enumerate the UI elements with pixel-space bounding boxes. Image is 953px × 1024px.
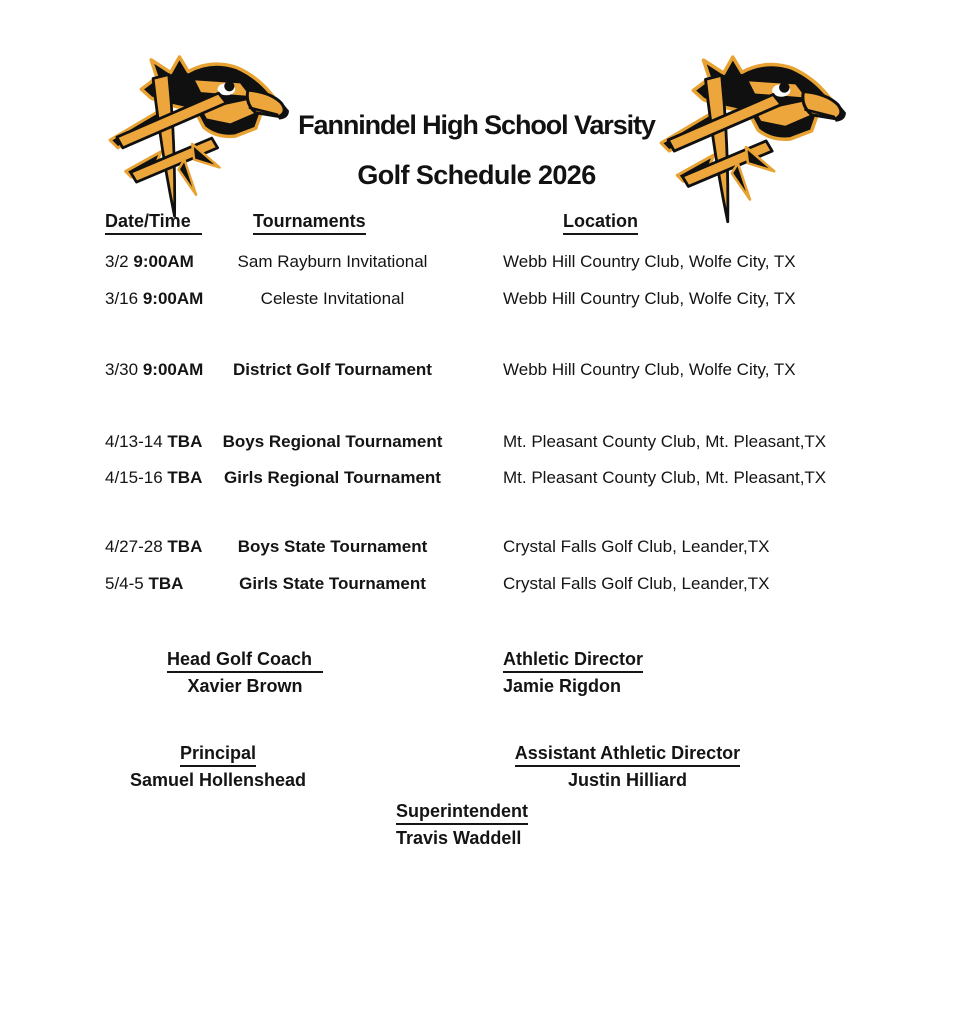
staff-name: Justin Hilliard xyxy=(567,770,688,790)
location-cell: Mt. Pleasant County Club, Mt. Pleasant,TX xyxy=(503,468,827,487)
tournament-cell: Boys Regional Tournament xyxy=(222,432,443,451)
tournament-cell: Sam Rayburn Invitational xyxy=(237,252,428,271)
column-header-location: Location xyxy=(563,211,638,235)
staff-role: Head Golf Coach xyxy=(150,648,340,673)
page-title-line1: Fannindel High School Varsity xyxy=(298,110,655,140)
location-cell: Webb Hill Country Club, Wolfe City, TX xyxy=(503,252,796,271)
staff-role: Athletic Director xyxy=(503,648,643,673)
date-time-cell: 3/16 9:00AM xyxy=(105,289,204,308)
tournament-cell: Girls State Tournament xyxy=(239,574,426,593)
staff-block-assistant-athletic-director xyxy=(500,742,755,791)
staff-role: Assistant Athletic Director xyxy=(500,742,755,767)
tournament-cell: Celeste Invitational xyxy=(260,289,405,308)
date-time-cell: 3/2 9:00AM xyxy=(105,252,194,271)
location-cell: Webb Hill Country Club, Wolfe City, TX xyxy=(503,360,796,379)
falcon-logo-icon xyxy=(653,54,855,236)
location-cell: Crystal Falls Golf Club, Leander,TX xyxy=(503,537,770,556)
tournament-cell: District Golf Tournament xyxy=(233,360,432,379)
location-cell: Mt. Pleasant County Club, Mt. Pleasant,TX xyxy=(503,432,827,451)
staff-name: Samuel Hollenshead xyxy=(129,770,307,790)
staff-name: Jamie Rigdon xyxy=(503,676,622,696)
falcon-logo-icon xyxy=(101,54,299,230)
date-time-cell: 5/4-5 TBA xyxy=(105,574,184,593)
staff-block-head-golf-coach xyxy=(150,648,340,697)
date-time-cell: 3/30 9:00AM xyxy=(105,360,204,379)
staff-name: Xavier Brown xyxy=(187,676,303,696)
location-cell: Crystal Falls Golf Club, Leander,TX xyxy=(503,574,770,593)
staff-block-principal xyxy=(113,742,323,791)
tournament-cell: Girls Regional Tournament xyxy=(224,468,441,487)
column-header-tournaments: Tournaments xyxy=(253,211,366,235)
page-title-line2: Golf Schedule 2026 xyxy=(357,160,596,190)
column-header-date-time: Date/Time xyxy=(105,211,202,235)
staff-name: Travis Waddell xyxy=(396,828,522,848)
staff-role: Principal xyxy=(113,742,323,767)
staff-role: Superintendent xyxy=(396,800,528,825)
date-time-cell: 4/27-28 TBA xyxy=(105,537,203,556)
location-cell: Webb Hill Country Club, Wolfe City, TX xyxy=(503,289,796,308)
tournament-cell: Boys State Tournament xyxy=(237,537,428,556)
date-time-cell: 4/13-14 TBA xyxy=(105,432,203,451)
date-time-cell: 4/15-16 TBA xyxy=(105,468,203,487)
staff-block-athletic-director xyxy=(503,648,643,697)
staff-block-superintendent xyxy=(396,800,528,849)
